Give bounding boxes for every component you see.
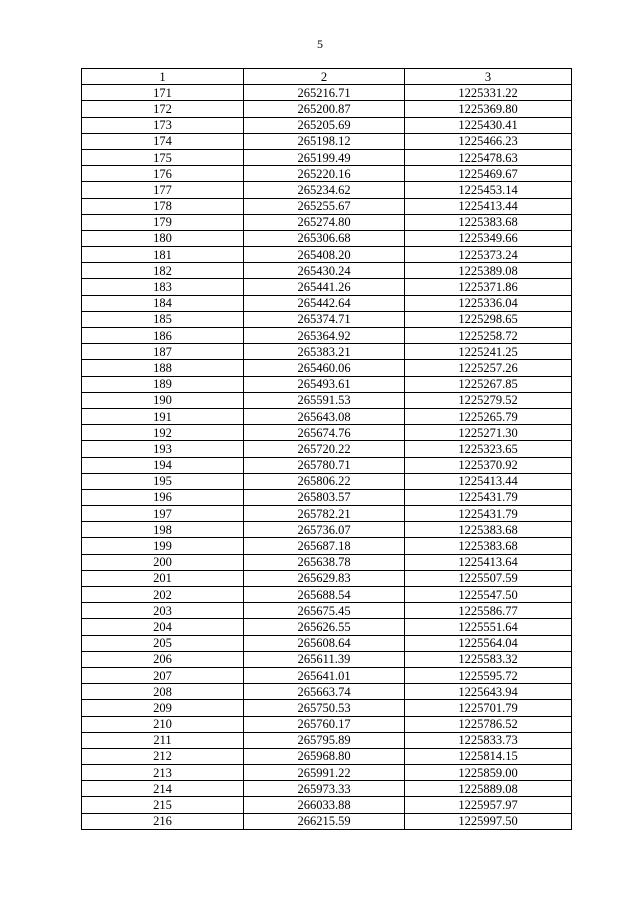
x-coordinate-cell: 265216.71 [244, 85, 405, 101]
point-number-cell: 202 [82, 587, 244, 603]
table-row [82, 441, 572, 457]
table-row [82, 603, 572, 619]
table-row [82, 489, 572, 505]
y-coordinate-cell: 1225265.79 [405, 408, 572, 424]
table-row [82, 166, 572, 182]
point-number-cell: 201 [82, 570, 244, 586]
table-row [82, 473, 572, 489]
x-coordinate-cell: 265806.22 [244, 473, 405, 489]
table-row [82, 700, 572, 716]
table-row [82, 651, 572, 667]
y-coordinate-cell: 1225413.44 [405, 198, 572, 214]
y-coordinate-cell: 1225349.66 [405, 230, 572, 246]
x-coordinate-cell: 265750.53 [244, 700, 405, 716]
y-coordinate-cell: 1225507.59 [405, 570, 572, 586]
point-number-cell: 185 [82, 311, 244, 327]
x-coordinate-cell: 265780.71 [244, 457, 405, 473]
x-coordinate-cell: 265199.49 [244, 149, 405, 165]
point-number-cell: 189 [82, 376, 244, 392]
x-coordinate-cell: 265200.87 [244, 101, 405, 117]
x-coordinate-cell: 265441.26 [244, 279, 405, 295]
table-row [82, 635, 572, 651]
point-number-cell: 193 [82, 441, 244, 457]
x-coordinate-cell: 265675.45 [244, 603, 405, 619]
y-coordinate-cell: 1225371.86 [405, 279, 572, 295]
table-row [82, 538, 572, 554]
y-coordinate-cell: 1225786.52 [405, 716, 572, 732]
table-row [82, 619, 572, 635]
x-coordinate-cell: 265274.80 [244, 214, 405, 230]
y-coordinate-cell: 1225453.14 [405, 182, 572, 198]
y-coordinate-cell: 1225431.79 [405, 489, 572, 505]
x-coordinate-cell: 265442.64 [244, 295, 405, 311]
x-coordinate-cell: 265688.54 [244, 587, 405, 603]
x-coordinate-cell: 265795.89 [244, 732, 405, 748]
table-row [82, 230, 572, 246]
y-coordinate-cell: 1225331.22 [405, 85, 572, 101]
table-row [82, 279, 572, 295]
table-row [82, 506, 572, 522]
point-number-cell: 196 [82, 489, 244, 505]
table-row [82, 328, 572, 344]
point-number-cell: 183 [82, 279, 244, 295]
point-number-cell: 174 [82, 133, 244, 149]
table-row [82, 392, 572, 408]
x-coordinate-cell: 265234.62 [244, 182, 405, 198]
table-row [82, 408, 572, 424]
point-number-cell: 216 [82, 813, 244, 829]
point-number-cell: 213 [82, 765, 244, 781]
y-coordinate-cell: 1225957.97 [405, 797, 572, 813]
table-row [82, 522, 572, 538]
column-header-y-coordinate: 3 [405, 69, 572, 85]
y-coordinate-cell: 1225271.30 [405, 425, 572, 441]
y-coordinate-cell: 1225373.24 [405, 247, 572, 263]
table-row [82, 133, 572, 149]
x-coordinate-cell: 265205.69 [244, 117, 405, 133]
x-coordinate-cell: 265736.07 [244, 522, 405, 538]
table-row [82, 344, 572, 360]
x-coordinate-cell: 265626.55 [244, 619, 405, 635]
y-coordinate-cell: 1225241.25 [405, 344, 572, 360]
y-coordinate-cell: 1225859.00 [405, 765, 572, 781]
y-coordinate-cell: 1225814.15 [405, 748, 572, 764]
y-coordinate-cell: 1225431.79 [405, 506, 572, 522]
x-coordinate-cell: 265608.64 [244, 635, 405, 651]
y-coordinate-cell: 1225643.94 [405, 684, 572, 700]
y-coordinate-cell: 1225383.68 [405, 522, 572, 538]
y-coordinate-cell: 1225586.77 [405, 603, 572, 619]
y-coordinate-cell: 1225298.65 [405, 311, 572, 327]
y-coordinate-cell: 1225258.72 [405, 328, 572, 344]
point-number-cell: 184 [82, 295, 244, 311]
point-number-cell: 210 [82, 716, 244, 732]
x-coordinate-cell: 265687.18 [244, 538, 405, 554]
x-coordinate-cell: 265220.16 [244, 166, 405, 182]
y-coordinate-cell: 1225564.04 [405, 635, 572, 651]
table-row [82, 101, 572, 117]
table-body [82, 85, 572, 830]
point-number-cell: 215 [82, 797, 244, 813]
point-number-cell: 186 [82, 328, 244, 344]
table-header [82, 69, 572, 85]
x-coordinate-cell: 265663.74 [244, 684, 405, 700]
table-row [82, 765, 572, 781]
point-number-cell: 187 [82, 344, 244, 360]
table-row [82, 198, 572, 214]
point-number-cell: 192 [82, 425, 244, 441]
x-coordinate-cell: 265629.83 [244, 570, 405, 586]
y-coordinate-cell: 1225279.52 [405, 392, 572, 408]
point-number-cell: 200 [82, 554, 244, 570]
point-number-cell: 209 [82, 700, 244, 716]
y-coordinate-cell: 1225389.08 [405, 263, 572, 279]
point-number-cell: 179 [82, 214, 244, 230]
point-number-cell: 172 [82, 101, 244, 117]
y-coordinate-cell: 1225583.32 [405, 651, 572, 667]
point-number-cell: 180 [82, 230, 244, 246]
column-header-point-number: 1 [82, 69, 244, 85]
table-row [82, 781, 572, 797]
x-coordinate-cell: 265374.71 [244, 311, 405, 327]
x-coordinate-cell: 265591.53 [244, 392, 405, 408]
table-row [82, 667, 572, 683]
table-row [82, 263, 572, 279]
y-coordinate-cell: 1225257.26 [405, 360, 572, 376]
x-coordinate-cell: 265383.21 [244, 344, 405, 360]
y-coordinate-cell: 1225466.23 [405, 133, 572, 149]
x-coordinate-cell: 265782.21 [244, 506, 405, 522]
table-row [82, 85, 572, 101]
point-number-cell: 188 [82, 360, 244, 376]
point-number-cell: 171 [82, 85, 244, 101]
table-row [82, 813, 572, 829]
point-number-cell: 190 [82, 392, 244, 408]
point-number-cell: 207 [82, 667, 244, 683]
point-number-cell: 214 [82, 781, 244, 797]
point-number-cell: 199 [82, 538, 244, 554]
point-number-cell: 176 [82, 166, 244, 182]
x-coordinate-cell: 265968.80 [244, 748, 405, 764]
y-coordinate-cell: 1225997.50 [405, 813, 572, 829]
point-number-cell: 205 [82, 635, 244, 651]
point-number-cell: 175 [82, 149, 244, 165]
x-coordinate-cell: 265991.22 [244, 765, 405, 781]
x-coordinate-cell: 265803.57 [244, 489, 405, 505]
point-number-cell: 198 [82, 522, 244, 538]
x-coordinate-cell: 265408.20 [244, 247, 405, 263]
point-number-cell: 212 [82, 748, 244, 764]
table-row [82, 117, 572, 133]
x-coordinate-cell: 265430.24 [244, 263, 405, 279]
table-row [82, 748, 572, 764]
table-row [82, 684, 572, 700]
y-coordinate-cell: 1225701.79 [405, 700, 572, 716]
point-number-cell: 191 [82, 408, 244, 424]
table-row [82, 570, 572, 586]
y-coordinate-cell: 1225383.68 [405, 214, 572, 230]
table-row [82, 182, 572, 198]
x-coordinate-cell: 265643.08 [244, 408, 405, 424]
x-coordinate-cell: 265493.61 [244, 376, 405, 392]
x-coordinate-cell: 265364.92 [244, 328, 405, 344]
x-coordinate-cell: 265638.78 [244, 554, 405, 570]
y-coordinate-cell: 1225370.92 [405, 457, 572, 473]
table-row [82, 457, 572, 473]
point-number-cell: 206 [82, 651, 244, 667]
y-coordinate-cell: 1225469.67 [405, 166, 572, 182]
y-coordinate-cell: 1225369.80 [405, 101, 572, 117]
x-coordinate-cell: 265611.39 [244, 651, 405, 667]
table-row [82, 311, 572, 327]
y-coordinate-cell: 1225413.44 [405, 473, 572, 489]
x-coordinate-cell: 266215.59 [244, 813, 405, 829]
table-row [82, 425, 572, 441]
y-coordinate-cell: 1225267.85 [405, 376, 572, 392]
table-row [82, 376, 572, 392]
point-number-cell: 197 [82, 506, 244, 522]
y-coordinate-cell: 1225478.63 [405, 149, 572, 165]
table-row [82, 214, 572, 230]
x-coordinate-cell: 265674.76 [244, 425, 405, 441]
point-number-cell: 203 [82, 603, 244, 619]
table-row [82, 247, 572, 263]
x-coordinate-cell: 265720.22 [244, 441, 405, 457]
x-coordinate-cell: 265198.12 [244, 133, 405, 149]
coordinates-table [81, 68, 572, 830]
y-coordinate-cell: 1225551.64 [405, 619, 572, 635]
point-number-cell: 204 [82, 619, 244, 635]
point-number-cell: 178 [82, 198, 244, 214]
y-coordinate-cell: 1225547.50 [405, 587, 572, 603]
x-coordinate-cell: 266033.88 [244, 797, 405, 813]
header-row [82, 69, 572, 85]
x-coordinate-cell: 265255.67 [244, 198, 405, 214]
y-coordinate-cell: 1225383.68 [405, 538, 572, 554]
x-coordinate-cell: 265641.01 [244, 667, 405, 683]
y-coordinate-cell: 1225323.65 [405, 441, 572, 457]
table-row [82, 295, 572, 311]
x-coordinate-cell: 265973.33 [244, 781, 405, 797]
point-number-cell: 194 [82, 457, 244, 473]
y-coordinate-cell: 1225336.04 [405, 295, 572, 311]
table-row [82, 360, 572, 376]
point-number-cell: 211 [82, 732, 244, 748]
y-coordinate-cell: 1225430.41 [405, 117, 572, 133]
y-coordinate-cell: 1225833.73 [405, 732, 572, 748]
x-coordinate-cell: 265760.17 [244, 716, 405, 732]
table-row [82, 554, 572, 570]
y-coordinate-cell: 1225595.72 [405, 667, 572, 683]
table-row [82, 716, 572, 732]
point-number-cell: 177 [82, 182, 244, 198]
x-coordinate-cell: 265306.68 [244, 230, 405, 246]
point-number-cell: 208 [82, 684, 244, 700]
point-number-cell: 181 [82, 247, 244, 263]
table-row [82, 149, 572, 165]
x-coordinate-cell: 265460.06 [244, 360, 405, 376]
point-number-cell: 173 [82, 117, 244, 133]
y-coordinate-cell: 1225413.64 [405, 554, 572, 570]
point-number-cell: 195 [82, 473, 244, 489]
table-row [82, 732, 572, 748]
y-coordinate-cell: 1225889.08 [405, 781, 572, 797]
table-row [82, 587, 572, 603]
page-number: 5 [317, 37, 323, 51]
table-row [82, 797, 572, 813]
column-header-x-coordinate: 2 [244, 69, 405, 85]
point-number-cell: 182 [82, 263, 244, 279]
